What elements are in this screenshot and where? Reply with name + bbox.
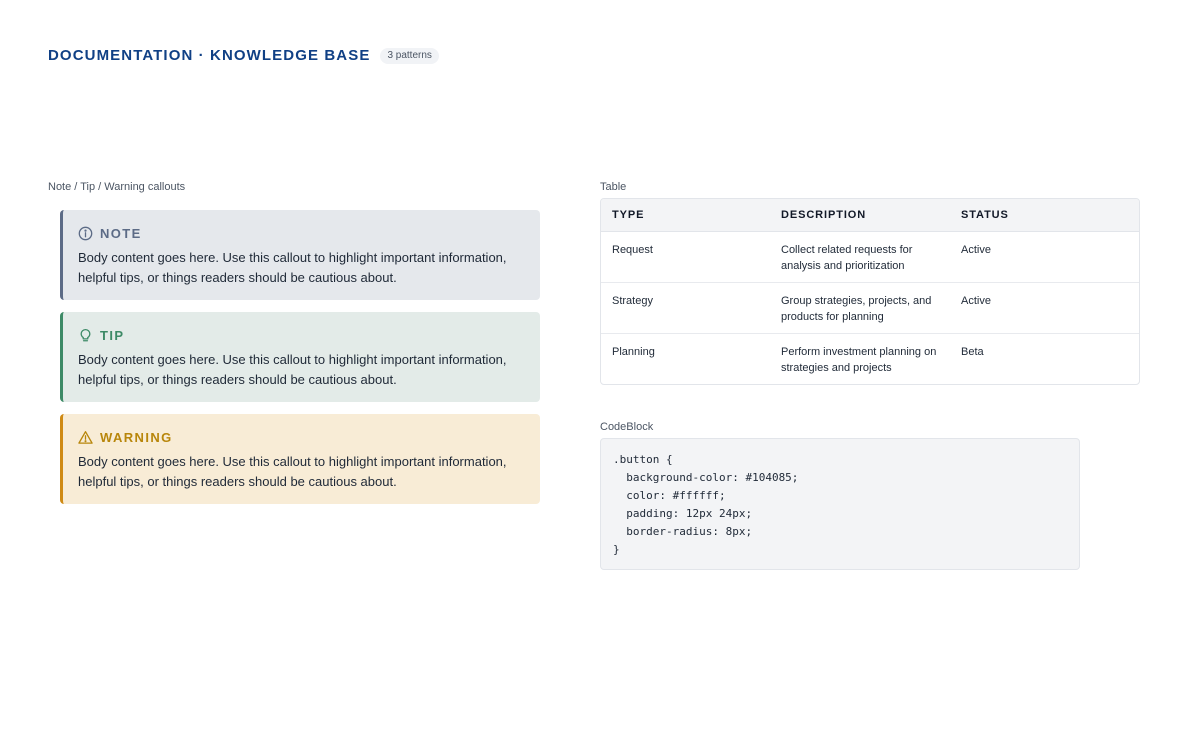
lightbulb-icon — [78, 328, 100, 343]
type-cell: Request — [612, 244, 653, 256]
warning-callout-header — [78, 428, 524, 446]
note-callout-body: Body content goes here. Use this callout to highlight important information, helpful tips, or things readers should be cautious about. — [78, 250, 507, 285]
description-cell: Perform investment planning on strategies and projects — [781, 346, 937, 374]
tip-callout-title: TIP — [100, 327, 125, 343]
code-line: background-color: #104085; — [613, 471, 799, 484]
code-line: .button { — [613, 453, 673, 466]
code-line: border-radius: 8px; — [613, 525, 753, 538]
code-line: color: #ffffff; — [613, 489, 726, 502]
tip-callout-body: Body content goes here. Use this callout to highlight important information, helpful tips, or things readers should be cautious about. — [78, 352, 507, 387]
table-header — [601, 199, 1139, 232]
tip-callout-header — [78, 326, 524, 344]
page-title: DOCUMENTATION · KNOWLEDGE BASE — [48, 47, 371, 64]
note-callout — [60, 210, 540, 300]
note-callout-title: NOTE — [100, 225, 142, 241]
column-header-type: TYPE — [612, 209, 645, 221]
tip-callout — [60, 312, 540, 402]
description-cell: Group strategies, projects, and products for planning — [781, 295, 932, 323]
type-cell: Strategy — [612, 295, 653, 307]
data-table — [600, 198, 1140, 385]
codeblock-section-label: CodeBlock — [600, 421, 654, 433]
code-line: padding: 12px 24px; — [613, 507, 753, 520]
warning-triangle-icon — [78, 430, 100, 445]
callouts-section-label: Note / Tip / Warning callouts — [48, 181, 186, 193]
status-cell: Active — [961, 244, 991, 256]
column-header-status: STATUS — [961, 209, 1009, 221]
table-row — [601, 283, 1139, 334]
description-cell: Collect related requests for analysis and prioritization — [781, 244, 913, 272]
warning-callout — [60, 414, 540, 504]
status-cell: Active — [961, 295, 991, 307]
table-section-label: Table — [600, 181, 627, 193]
code-line: } — [613, 543, 620, 556]
note-callout-header — [78, 224, 524, 242]
column-header-description: DESCRIPTION — [781, 209, 867, 221]
code-block[interactable] — [600, 438, 1080, 570]
status-cell: Beta — [961, 346, 984, 358]
pattern-count-badge: 3 patterns — [380, 48, 438, 64]
table-row — [601, 334, 1139, 384]
table-row — [601, 232, 1139, 283]
warning-callout-title: WARNING — [100, 429, 173, 445]
type-cell: Planning — [612, 346, 655, 358]
warning-callout-body: Body content goes here. Use this callout to highlight important information, helpful tips, or things readers should be cautious about. — [78, 454, 507, 489]
header — [48, 47, 439, 65]
info-circle-icon — [78, 226, 100, 241]
